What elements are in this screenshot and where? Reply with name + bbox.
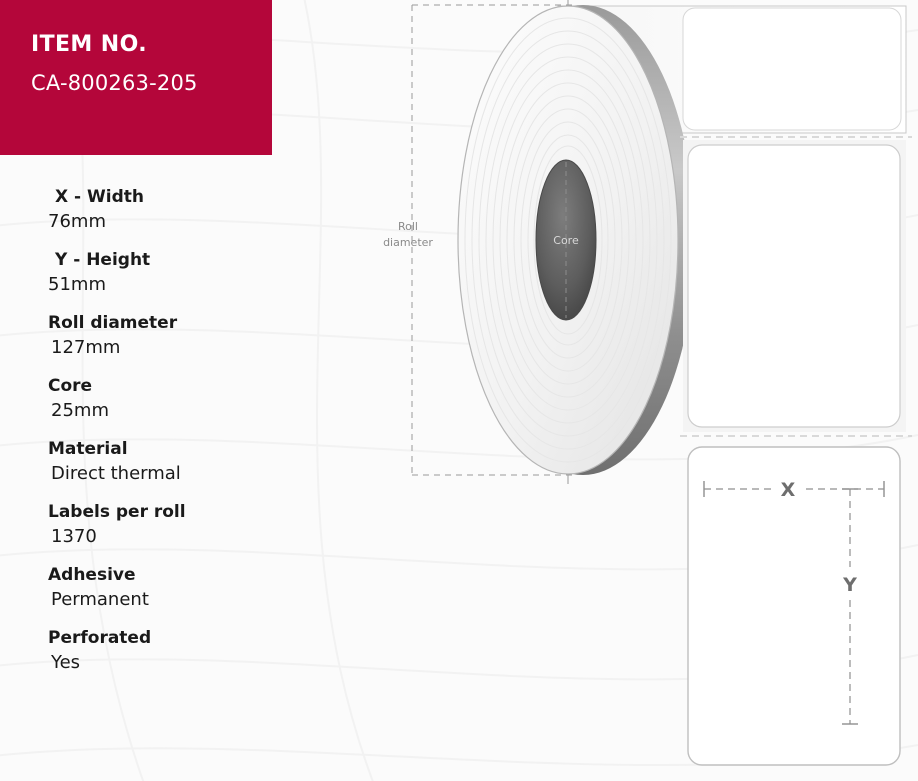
spec-row-roll-diameter [48, 312, 378, 361]
spec-label-roll-diameter: Roll diameter [48, 313, 178, 334]
spec-row-adhesive [48, 564, 378, 613]
spec-label-labels-per-roll: Labels per roll [48, 502, 186, 523]
spec-row-width [48, 186, 378, 235]
specification-list [48, 186, 378, 690]
spec-value-roll-diameter: 127mm [51, 337, 121, 358]
spec-value-material: Direct thermal [51, 463, 181, 485]
core-label: Core [553, 234, 579, 247]
spec-row-labels-per-roll [48, 501, 378, 550]
roll-diameter-label-line1: Roll [398, 220, 418, 233]
spec-label-height: Y - Height [55, 250, 151, 271]
spec-row-core [48, 375, 378, 424]
spec-row-height [48, 249, 378, 298]
item-number-code: CA-800263-205 [31, 71, 198, 96]
spec-value-perforated: Yes [51, 652, 81, 674]
spec-label-perforated: Perforated [48, 628, 152, 649]
spec-label-core: Core [48, 376, 93, 397]
spec-value-width: 76mm [48, 210, 106, 232]
spec-row-material [48, 438, 378, 487]
item-number-title: ITEM NO. [31, 32, 147, 57]
label-face-dimensions [688, 447, 900, 765]
spec-label-adhesive: Adhesive [48, 565, 136, 586]
spec-value-labels-per-roll: 1370 [51, 526, 97, 548]
label-roll [458, 5, 695, 475]
spec-value-adhesive: Permanent [51, 589, 149, 611]
label-face-middle [680, 137, 912, 436]
item-number-badge [0, 0, 272, 155]
spec-value-height: 51mm [48, 273, 106, 295]
roll-diameter-label-line2: diameter [383, 236, 433, 249]
label-roll-diagram [378, 0, 918, 781]
x-dimension-label: X [780, 479, 796, 501]
spec-value-core: 25mm [51, 400, 109, 422]
y-dimension-label: Y [843, 574, 857, 596]
spec-row-perforated [48, 627, 378, 676]
spec-label-width: X - Width [55, 187, 144, 207]
spec-label-material: Material [48, 439, 128, 460]
